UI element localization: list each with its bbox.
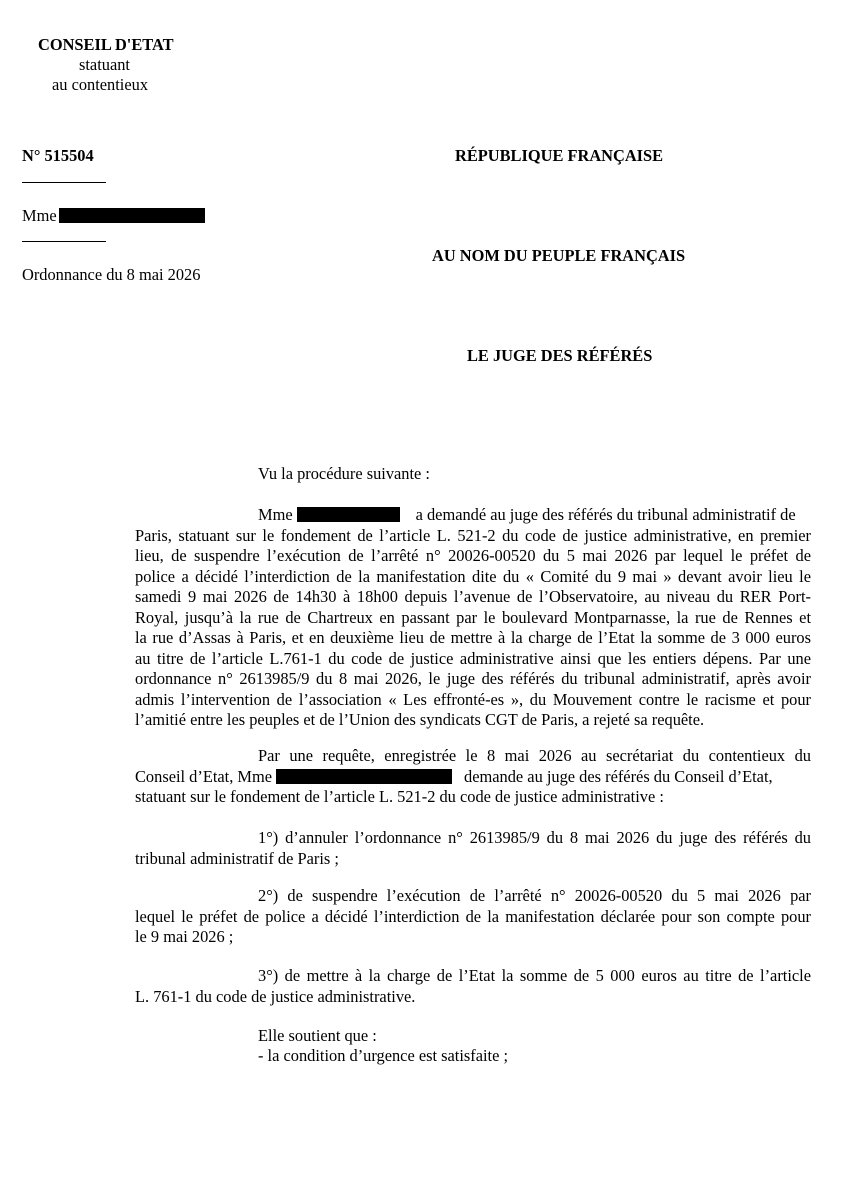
paragraph-line: lequel le préfet de police a décidé l’interdiction de la manifestation déclarée pour son compte pour xyxy=(135,906,811,926)
paragraph-line: ordonnance n° 2613985/9 du 8 mai 2026, le juge des référés du tribunal administratif, après avoir xyxy=(135,669,811,688)
redacted-name xyxy=(297,507,400,522)
au-nom-heading: AU NOM DU PEUPLE FRANÇAIS xyxy=(432,246,686,265)
redacted-name xyxy=(276,769,452,784)
paragraph-1 xyxy=(135,505,811,731)
paragraph-line: Par une requête, enregistrée le 8 mai 2026 au secrétariat du contentieux du xyxy=(258,746,811,765)
paragraph-line: admis l’intervention de l’association « Les effronté-es », du Mouvement contre le racisme et pour xyxy=(135,689,811,709)
paragraph-3 xyxy=(135,828,811,869)
paragraph-line: la rue d’Assas à Paris, et en deuxième lieu de mettre à la charge de l’Etat la somme de 3 000 euros xyxy=(135,628,811,647)
party-prefix: Mme xyxy=(22,206,57,225)
case-number: N° 515504 xyxy=(22,146,94,165)
judge-heading: LE JUGE DES RÉFÉRÉS xyxy=(467,346,653,365)
paragraph-line: Royal, jusqu’à la rue de Chartreux en passant par le boulevard Montparnasse, la rue de Rennes et xyxy=(135,607,811,627)
paragraph-line: lieu, de suspendre l’exécution de l’arrêté n° 20026-00520 du 5 mai 2026 par lequel le préfet de xyxy=(135,546,811,565)
redacted-name xyxy=(59,208,205,223)
paragraph-4 xyxy=(135,886,811,948)
court-name: CONSEIL D'ETAT xyxy=(38,35,174,54)
divider xyxy=(22,241,106,242)
paragraph-6-line-2: - la condition d’urgence est satisfaite ; xyxy=(258,1046,509,1065)
paragraph-line: Mme a demandé au juge des référés du tribunal administratif de xyxy=(258,505,796,524)
paragraph-line: 3°) de mettre à la charge de l’Etat la somme de 5 000 euros au titre de l’article xyxy=(258,966,811,985)
paragraph-line: L. 761-1 du code de justice administrative. xyxy=(135,986,416,1006)
court-sub-contentieux: au contentieux xyxy=(52,75,149,94)
paragraph-line: Conseil d’Etat, Mme demande au juge des référés du Conseil d’Etat, xyxy=(135,766,773,786)
republic-heading: RÉPUBLIQUE FRANÇAISE xyxy=(455,146,664,165)
paragraph-line: statuant sur le fondement de l’article L. 521-2 du code de justice administrative : xyxy=(135,787,664,806)
paragraph-line: au titre de l’article L.761-1 du code de justice administrative ainsi que les entiers dépens. Par une xyxy=(135,648,811,668)
paragraph-6-line-1: Elle soutient que : xyxy=(258,1026,377,1045)
party-name xyxy=(22,206,205,227)
divider xyxy=(22,182,106,183)
paragraph-line: samedi 9 mai 2026 de 14h30 à 18h00 depuis l’avenue de l’Observatoire, au niveau du RER Port- xyxy=(135,587,811,606)
intro-text: Vu la procédure suivante : xyxy=(258,464,430,483)
ordonnance-date: Ordonnance du 8 mai 2026 xyxy=(22,265,201,284)
paragraph-5 xyxy=(135,966,811,1007)
paragraph-line: 2°) de suspendre l’exécution de l’arrêté n° 20026-00520 du 5 mai 2026 par xyxy=(258,886,811,905)
court-sub-statuant: statuant xyxy=(79,55,130,74)
paragraph-line: 1°) d’annuler l’ordonnance n° 2613985/9 du 8 mai 2026 du juge des référés du xyxy=(258,828,811,847)
paragraph-2 xyxy=(135,746,811,808)
paragraph-line: tribunal administratif de Paris ; xyxy=(135,848,339,868)
paragraph-line: l’amitié entre les peuples et de l’Union des syndicats CGT de Paris, a rejeté sa requête. xyxy=(135,710,705,729)
paragraph-line: police a décidé l’interdiction de la manifestation dite du « Comité du 9 mai » devant avoir lieu le xyxy=(135,566,811,586)
paragraph-line: le 9 mai 2026 ; xyxy=(135,927,234,946)
paragraph-line: Paris, statuant sur le fondement de l’article L. 521-2 du code de justice administrative, en premier xyxy=(135,525,811,545)
